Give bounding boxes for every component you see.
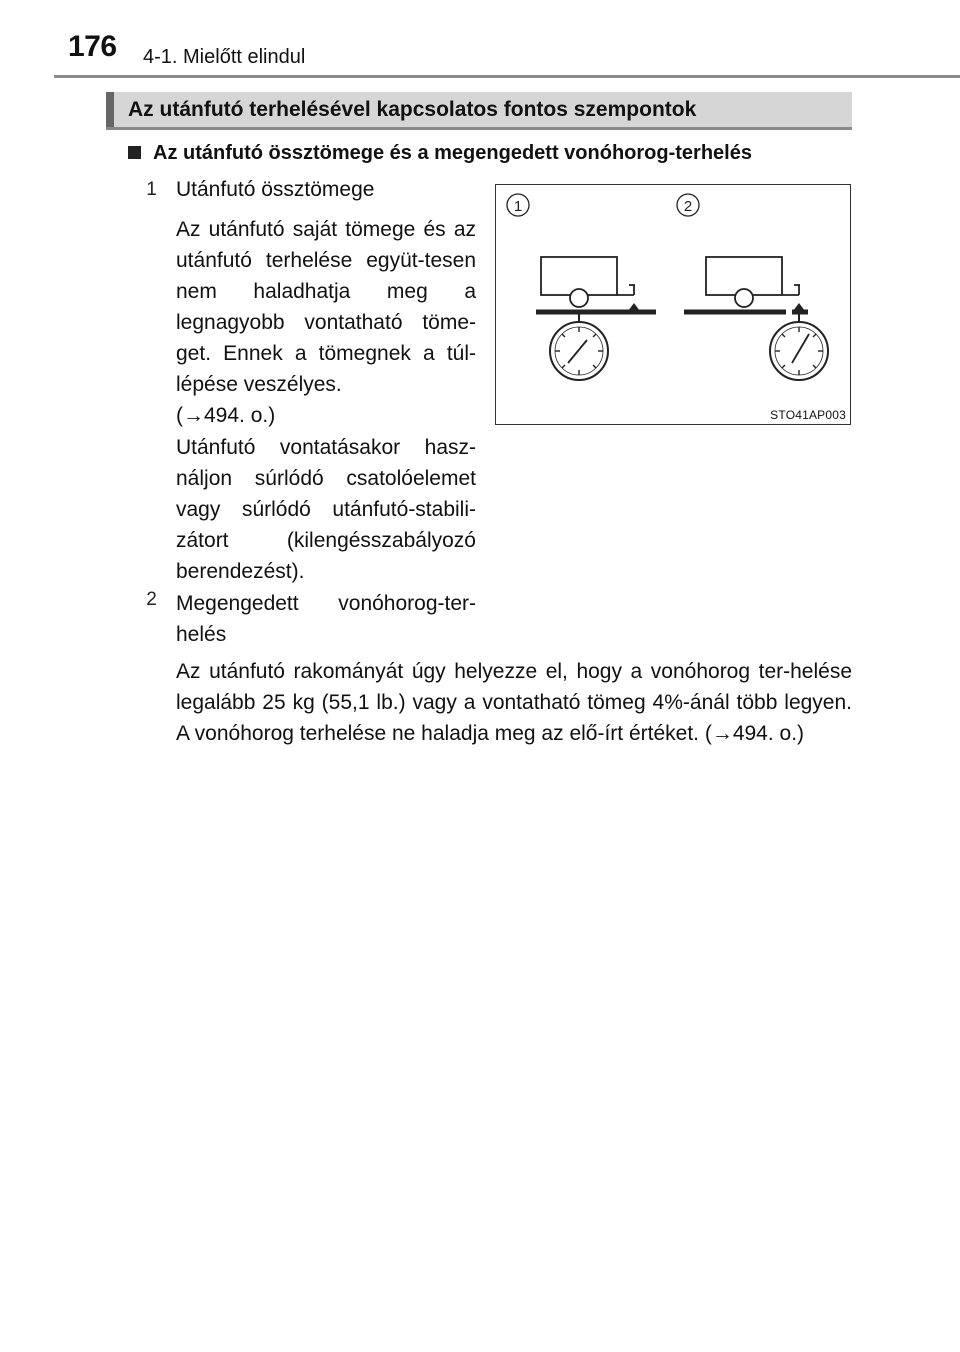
trailer-1-drawing	[536, 257, 656, 322]
subheading-text: Az utánfutó össztömege és a megengedett vonóhorog-terhelés	[153, 142, 752, 164]
item-number-1: 1	[146, 179, 157, 200]
item2-heading: Megengedett vonóhorog-ter-helés	[176, 592, 476, 646]
item1-heading: Utánfutó össztömege	[176, 178, 375, 201]
item1-paragraph-2: Utánfutó vontatásakor hasz-náljon súrlódó csatolóelemet vagy súrlódó utánfutó-stabili-zátort (kilengésszabályozó berendezést).	[176, 436, 476, 583]
figure-label-2: 2	[683, 198, 693, 215]
item1-reference: (→494. o.)	[176, 404, 276, 427]
trailer-2-drawing	[684, 257, 808, 322]
title-accent-bar	[106, 92, 114, 127]
section-title: Az utánfutó terhelésével kapcsolatos fontos szempontok	[128, 98, 697, 121]
item-number-2: 2	[146, 589, 157, 610]
trailer-weight-figure	[495, 184, 851, 425]
figure-label-1: 1	[513, 198, 523, 215]
square-bullet-icon	[128, 146, 141, 159]
subheading	[128, 142, 752, 165]
trailer-scale-illustration	[496, 185, 852, 426]
header-rule	[54, 75, 960, 78]
page-number: 176	[68, 30, 117, 63]
section-label: 4-1. Mielőtt elindul	[143, 46, 306, 68]
scale-gauge-2	[770, 322, 828, 380]
scale-gauge-1	[550, 322, 608, 380]
section-title-box	[106, 92, 852, 130]
item1-paragraph: Az utánfutó saját tömege és az utánfutó terhelése együt-tesen nem haladhatja meg a legnagyobb vontatható töme-get. Ennek a tömegnek a túl-lépése veszélyes.	[176, 218, 476, 396]
figure-code: STO41AP003	[770, 408, 846, 422]
item2-paragraph: Az utánfutó rakományát úgy helyezze el, hogy a vonóhorog ter-helése legalább 25 kg (55,1 lb.) vagy a vontatható tömeg 4%-ánál több legyen. A vonóhorog terhelése ne haladja meg az elő-írt értéket. (→494. o.)	[176, 660, 852, 745]
